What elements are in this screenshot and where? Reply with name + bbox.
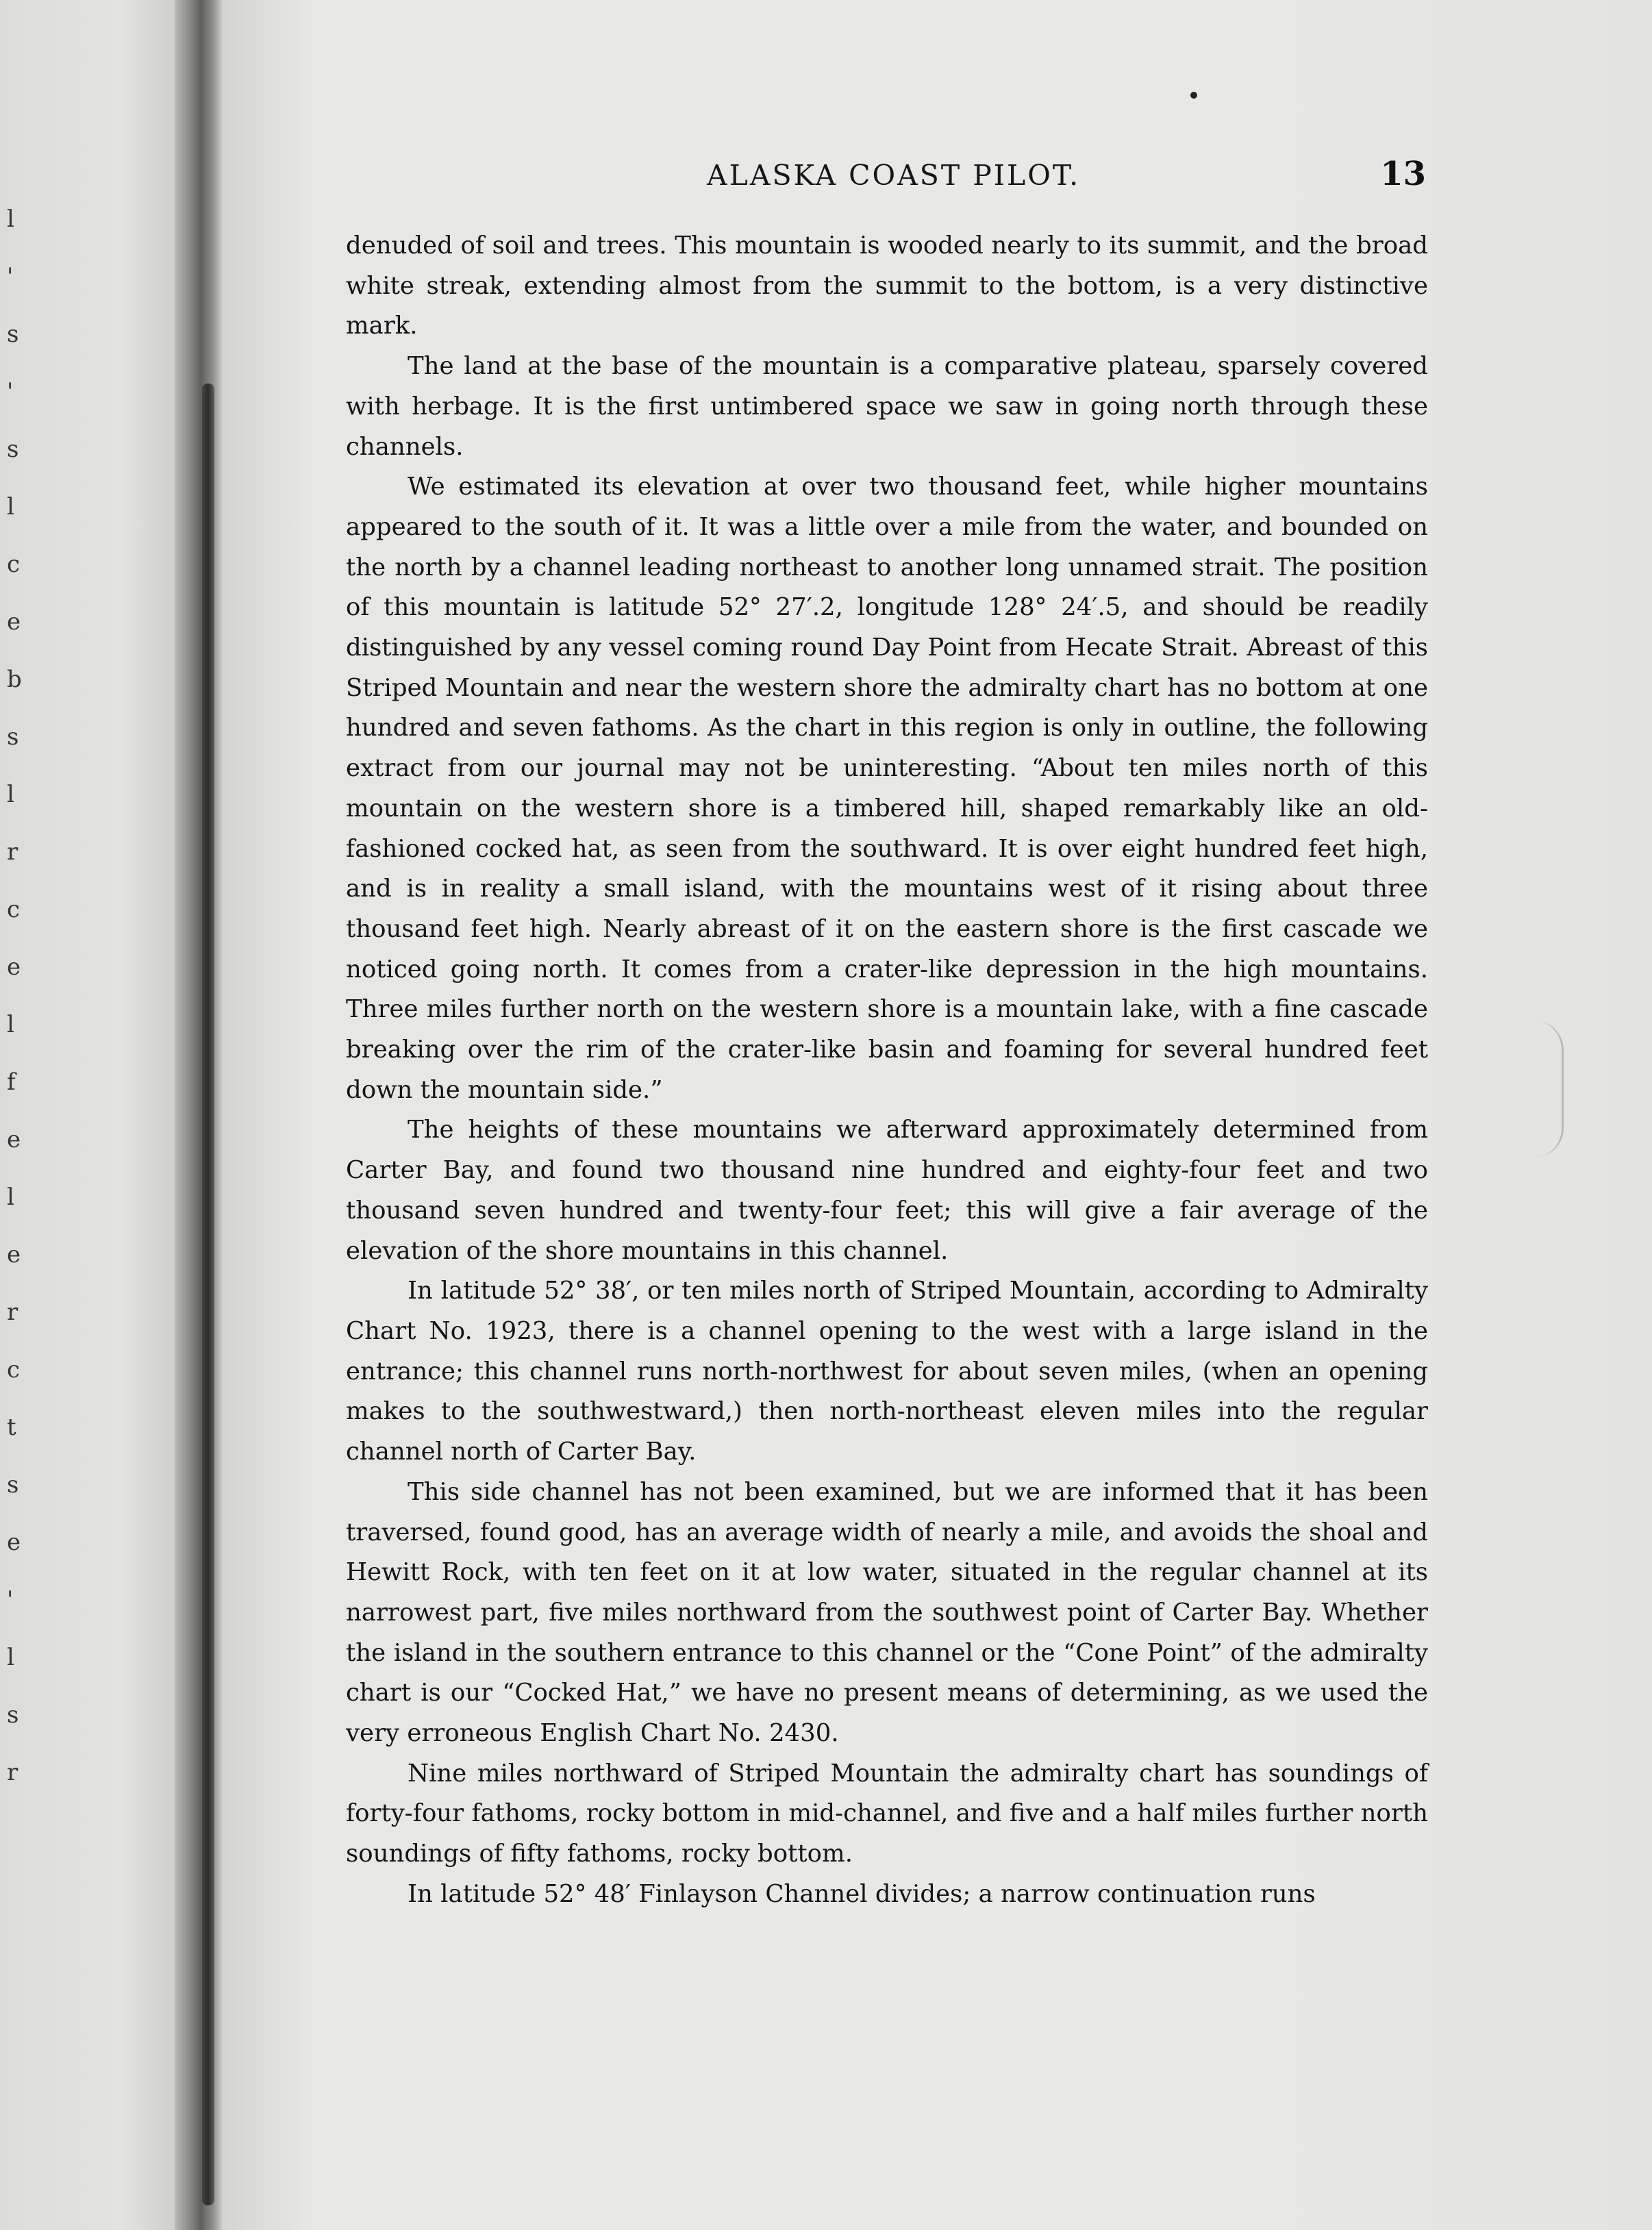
edge-mark: t xyxy=(7,1414,16,1441)
edge-mark: l xyxy=(7,1011,14,1038)
paragraph: In latitude 52° 48′ Finlayson Channel divides; a narrow continuation runs xyxy=(408,1879,1316,1908)
paragraph-continued: denuded of soil and trees. This mountain is wooded nearly to its summit, and the broad white streak, extending almost from the summit to the bottom, is a very distinctive mark. xyxy=(346,231,1428,340)
paragraph: This side channel has not been examined, but we are informed that it has been traversed, found good, has an average width of nearly a mile, and avoids the shoal and Hewitt Rock, with ten feet on it at low water, situated in the regular channel at its narrowest part, five miles northward from the southwest point of Carter Bay. Whether the island in the southern entrance to this channel or the “Cone Point” of the admiralty chart is our “Cocked Hat,” we have no present means of determining, as we used the very erroneous English Chart No. 2430. xyxy=(346,1477,1428,1748)
edge-mark: e xyxy=(7,1126,21,1153)
edge-mark: f xyxy=(7,1068,16,1096)
edge-mark: c xyxy=(7,551,21,578)
gutter-dark-line xyxy=(202,384,214,2205)
running-head: ALASKA COAST PILOT. xyxy=(707,159,1081,192)
edge-mark: ' xyxy=(7,263,14,290)
paragraph: The heights of these mountains we afterward approximately determined from Carter Bay, and found two thousand nine hundred and eighty-four feet and two thousand seven hundred and twenty-four feet; this will give a fair average of the elevation of the shore mountains in this channel. xyxy=(346,1116,1428,1265)
edge-mark: r xyxy=(7,1299,18,1326)
edge-mark: s xyxy=(7,1471,19,1499)
edge-mark: b xyxy=(7,666,22,693)
edge-mark: s xyxy=(7,321,19,348)
edge-mark: s xyxy=(7,723,19,751)
edge-mark: ' xyxy=(7,1586,14,1614)
edge-mark: e xyxy=(7,608,21,636)
edge-mark: s xyxy=(7,1701,19,1729)
page-header xyxy=(707,155,1433,207)
edge-mark: l xyxy=(7,781,14,808)
edge-mark: l xyxy=(7,1644,14,1671)
edge-mark: e xyxy=(7,1241,21,1268)
edge-mark: c xyxy=(7,1356,21,1383)
edge-mark: e xyxy=(7,953,21,981)
left-page-edge xyxy=(0,0,175,2230)
edge-mark: r xyxy=(7,1759,18,1786)
book-binding-shadow xyxy=(175,0,223,2230)
paragraph: We estimated its elevation at over two thousand feet, while higher mountains appeared to the south of it. It was a little over a mile from the water, and bounded on the north by a channel leading northeast to another long unnamed strait. The position of this mountain is latitude 52° 27′.2, longitude 128° 24′.5, and should be readily distinguished by any vessel coming round Day Point from Hecate Strait. Abreast of this Striped Mountain and near the western shore the admiralty chart has no bottom at one hundred and seven fathoms. As the chart in this region is only in outline, the following extract from our journal may not be uninteresting. “About ten miles north of this mountain on the western shore is a timbered hill, shaped remarkably like an old-fashioned cocked hat, as seen from the southward. It is over eight hundred feet high, and is in reality a small island, with the mountains west of it rising about three thousand feet high. Nearly abreast of it on the eastern shore is the first cascade we noticed going north. It comes from a crater-like depression in the high mountains. Three miles further north on the western shore is a mountain lake, with a fine cascade breaking over the rim of the crater-like basin and foaming for several hundred feet down the mountain side.” xyxy=(346,473,1428,1104)
edge-mark: c xyxy=(7,896,21,923)
paragraph: In latitude 52° 38′, or ten miles north of Striped Mountain, according to Admiralty Chart No. 1923, there is a channel opening to the west with a large island in the entrance; this channel runs north-northwest for about seven miles, (when an opening makes to the southwestward,) then north-northeast eleven miles into the regular channel north of Carter Bay. xyxy=(346,1277,1428,1466)
edge-mark: l xyxy=(7,1183,14,1211)
edge-mark: r xyxy=(7,838,18,866)
edge-mark: s xyxy=(7,436,19,463)
page-curl-mark xyxy=(1534,1020,1564,1157)
edge-mark: ' xyxy=(7,378,14,405)
ink-speck xyxy=(1190,92,1197,99)
left-page-edge-marks xyxy=(7,205,27,1849)
page-number: 13 xyxy=(1380,155,1426,193)
page-body xyxy=(346,226,1428,2007)
edge-mark: l xyxy=(7,205,14,233)
paragraph: The land at the base of the mountain is a comparative plateau, sparsely covered with herbage. It is the first untimbered space we saw in going north through these channels. xyxy=(346,352,1428,461)
paragraph: Nine miles northward of Striped Mountain the admiralty chart has soundings of forty-four fathoms, rocky bottom in mid-channel, and five and a half miles further north soundings of fifty fathoms, rocky bottom. xyxy=(346,1759,1428,1868)
edge-mark: e xyxy=(7,1529,21,1556)
edge-mark: l xyxy=(7,493,14,521)
